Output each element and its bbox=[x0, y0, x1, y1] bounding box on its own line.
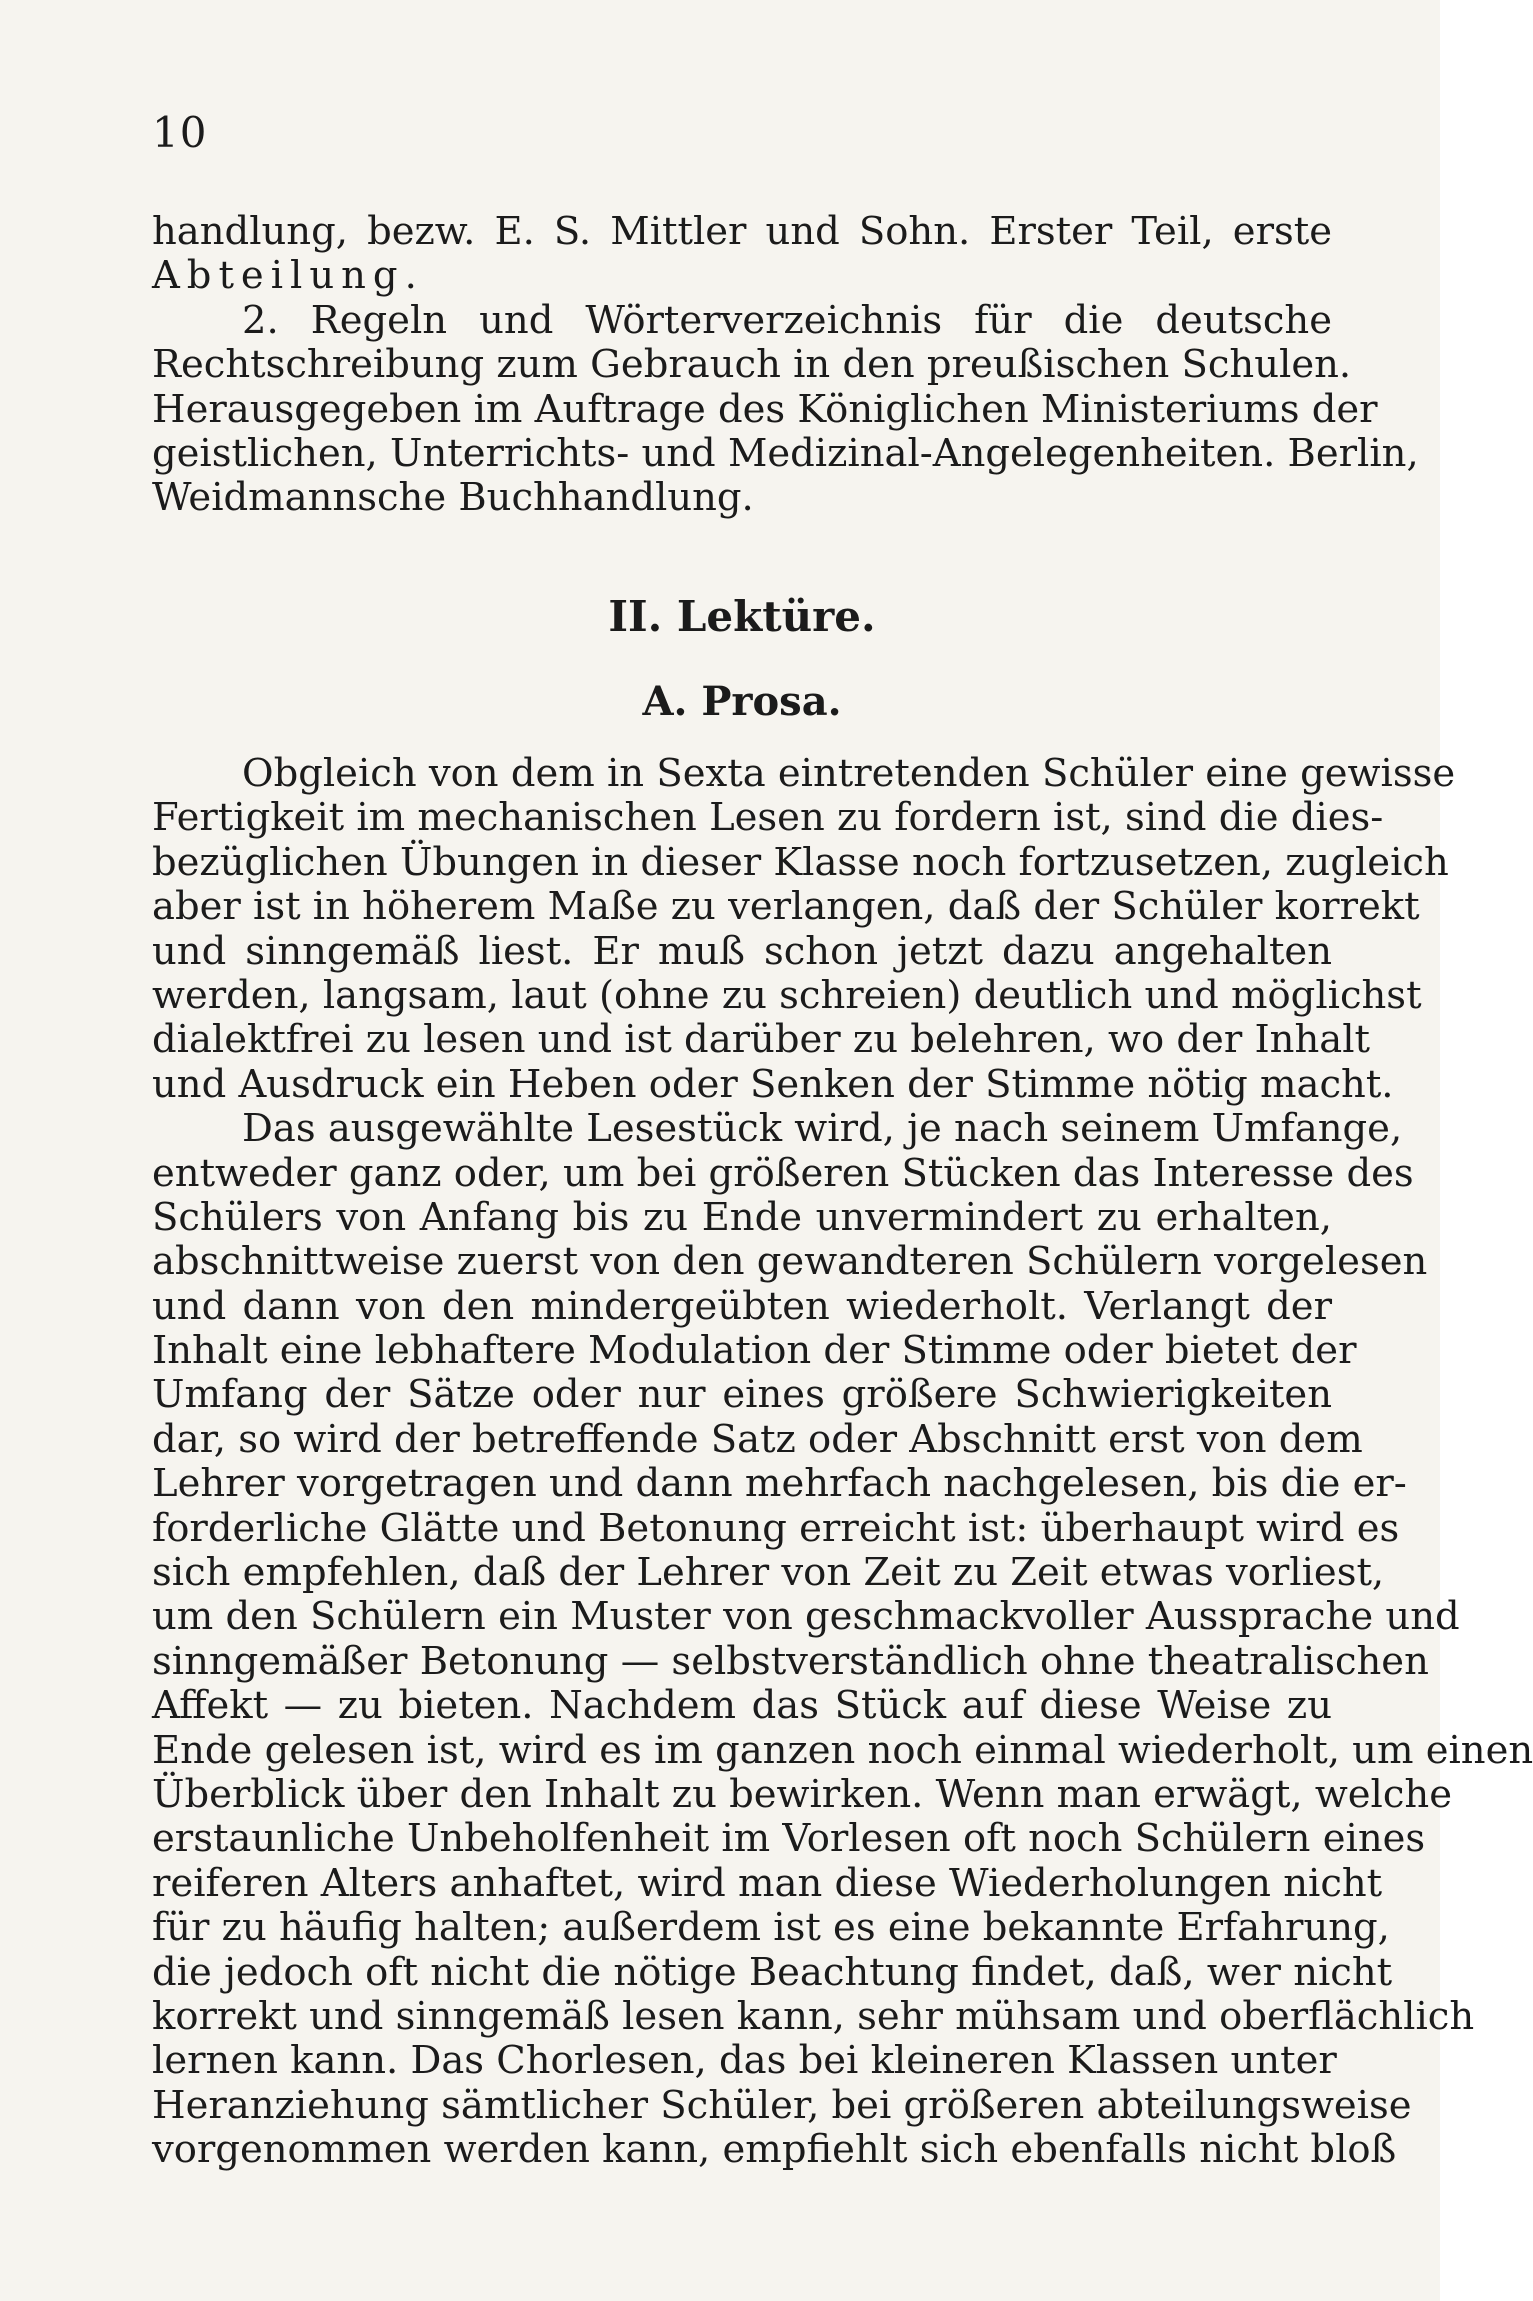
text-line: werden, langsam, laut (ohne zu schreien) deutlich und möglichst bbox=[152, 972, 1422, 1018]
text-line: Umfang der Sätze oder nur eines größere Schwierigkeiten bbox=[152, 1372, 1332, 1418]
text-line: sinngemäßer Betonung — selbstverständlich ohne theatralischen bbox=[152, 1638, 1429, 1684]
text-line: 2. Regeln und Wörterverzeichnis für die deutsche bbox=[242, 297, 1332, 343]
text-line: lernen kann. Das Chorlesen, das bei kleineren Klassen unter bbox=[152, 2038, 1337, 2084]
text-line: und Ausdruck ein Heben oder Senken der Stimme nötig macht. bbox=[152, 1061, 1394, 1107]
text-line: korrekt und sinngemäß lesen kann, sehr mühsam und oberflächlich bbox=[152, 1993, 1475, 2039]
text-line: handlung, bezw. E. S. Mittler und Sohn. Erster Teil, erste bbox=[152, 209, 1332, 254]
text-line: geistlichen, Unterrichts- und Medizinal-Angelegenheiten. Berlin, bbox=[152, 430, 1419, 476]
text-line: Rechtschreibung zum Gebrauch in den preußischen Schulen. bbox=[152, 342, 1352, 388]
text-line: Abteilung. bbox=[152, 253, 424, 299]
text-line: abschnittweise zuerst von den gewandteren Schülern vorgelesen bbox=[152, 1239, 1428, 1285]
text-line: aber ist in höherem Maße zu verlangen, daß der Schüler korrekt bbox=[152, 884, 1420, 930]
text-line: Überblick über den Inhalt zu bewirken. Wenn man erwägt, welche bbox=[152, 1771, 1453, 1817]
text-line: dar, so wird der betreffende Satz oder Abschnitt erst von dem bbox=[152, 1416, 1363, 1462]
text-line: Heranziehung sämtlicher Schüler, bei größeren abteilungsweise bbox=[152, 2082, 1412, 2128]
text-line: vorgenommen werden kann, empfiehlt sich ebenfalls nicht bloß bbox=[152, 2127, 1397, 2173]
text-line: Fertigkeit im mechanischen Lesen zu fordern ist, sind die dies- bbox=[152, 795, 1384, 841]
text-line: und dann von den mindergeübten wiederholt. Verlangt der bbox=[152, 1283, 1332, 1329]
section-heading: II. Lektüre. bbox=[608, 592, 876, 641]
text-line: die jedoch oft nicht die nötige Beachtung findet, daß, wer nicht bbox=[152, 1949, 1393, 1995]
text-line: Weidmannsche Buchhandlung. bbox=[152, 475, 754, 521]
text-line: Lehrer vorgetragen und dann mehrfach nachgelesen, bis die er- bbox=[152, 1461, 1407, 1507]
text-line: Schülers von Anfang bis zu Ende unvermindert zu erhalten, bbox=[152, 1194, 1332, 1240]
text-line: entweder ganz oder, um bei größeren Stücken das Interesse des bbox=[152, 1150, 1414, 1196]
text-line: Obgleich von dem in Sexta eintretenden Schüler eine gewisse bbox=[242, 751, 1456, 796]
body-text bbox=[152, 751, 1533, 2173]
text-line: um den Schülern ein Muster von geschmackvoller Aussprache und bbox=[152, 1594, 1460, 1640]
text-line: forderliche Glätte und Betonung erreicht ist: überhaupt wird es bbox=[152, 1505, 1400, 1551]
bibliography-block bbox=[152, 209, 1419, 521]
text-line: und sinngemäß liest. Er muß schon jetzt dazu angehalten bbox=[152, 928, 1332, 974]
text-line: reiferen Alters anhaftet, wird man diese Wiederholungen nicht bbox=[152, 1860, 1383, 1906]
page-number: 10 bbox=[152, 108, 208, 157]
text-line: erstaunliche Unbeholfenheit im Vorlesen oft noch Schülern eines bbox=[152, 1816, 1426, 1862]
text-line: Das ausgewählte Lesestück wird, je nach seinem Umfange, bbox=[242, 1106, 1403, 1152]
text-line: Affekt — zu bieten. Nachdem das Stück auf diese Weise zu bbox=[152, 1683, 1332, 1729]
text-line: dialektfrei zu lesen und ist darüber zu belehren, wo der Inhalt bbox=[152, 1017, 1370, 1063]
text-line: für zu häufig halten; außerdem ist es eine bekannte Erfahrung, bbox=[152, 1905, 1390, 1951]
subsection-heading: A. Prosa. bbox=[642, 678, 842, 725]
text-line: Ende gelesen ist, wird es im ganzen noch einmal wiederholt, um einen bbox=[152, 1727, 1533, 1773]
text-line: sich empfehlen, daß der Lehrer von Zeit zu Zeit etwas vorliest, bbox=[152, 1550, 1385, 1596]
text-line: Inhalt eine lebhaftere Modulation der Stimme oder bietet der bbox=[152, 1328, 1357, 1374]
text-line: bezüglichen Übungen in dieser Klasse noch fortzusetzen, zugleich bbox=[152, 839, 1449, 885]
text-line: Herausgegeben im Auftrage des Königlichen Ministeriums der bbox=[152, 386, 1378, 432]
